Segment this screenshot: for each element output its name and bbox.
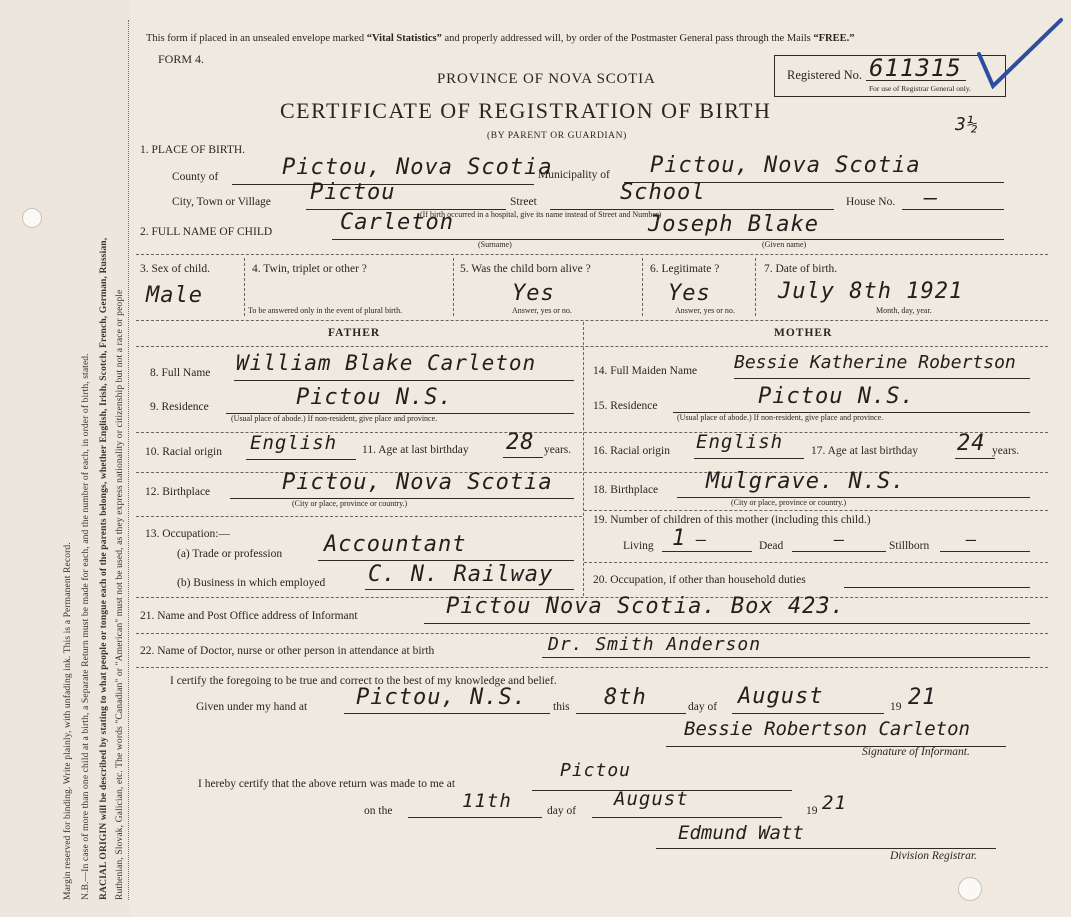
registrar-caption: Division Registrar.	[890, 850, 977, 862]
legitimate-value: Yes	[668, 281, 711, 306]
informant-value: Pictou Nova Scotia. Box 423.	[446, 594, 845, 619]
registered-label: Registered No.	[787, 68, 862, 82]
mother-birthplace-label: 18. Birthplace	[593, 484, 659, 496]
trade-line	[318, 560, 574, 561]
trade-value: Accountant	[324, 532, 467, 557]
corner-mark: 3½	[955, 114, 979, 135]
mother-age-label: 17. Age at last birthday	[811, 445, 918, 457]
registrar-signature-line	[656, 848, 996, 849]
father-age-line	[503, 457, 543, 458]
municipality-value: Pictou, Nova Scotia	[650, 153, 921, 178]
father-name: William Blake Carleton	[236, 351, 537, 375]
certify-day-of: day of	[688, 701, 718, 713]
mother-racial: English	[696, 431, 784, 453]
child-name-label: 2. FULL NAME OF CHILD	[140, 226, 273, 238]
registrar-signature: Edmund Watt	[678, 822, 804, 844]
registrar-year-prefix: 19	[806, 805, 818, 817]
sex-value: Male	[146, 283, 203, 308]
margin-note-1: Margin reserved for binding. Write plainly, with unfading ink. This is a Permanent Record.	[62, 542, 73, 900]
divider	[584, 510, 1048, 511]
given-place-line	[344, 713, 550, 714]
dob-note: Month, day, year.	[876, 306, 932, 315]
child-surname: Carleton	[340, 210, 454, 235]
document-title: CERTIFICATE OF REGISTRATION OF BIRTH	[280, 98, 772, 123]
mother-residence: Pictou N.S.	[758, 384, 915, 409]
alive-label: 5. Was the child born alive ?	[460, 263, 591, 275]
this-label: this	[553, 701, 570, 713]
mother-residence-label: 15. Residence	[593, 400, 658, 412]
signature-caption: Signature of Informant.	[862, 746, 970, 758]
place-of-birth-label: 1. PLACE OF BIRTH.	[140, 144, 246, 156]
registrar-month: August	[614, 788, 689, 810]
registered-number: 611315	[869, 54, 962, 82]
doctor-line	[542, 657, 1030, 658]
occupation-label: 13. Occupation:—	[145, 528, 230, 540]
dob-label: 7. Date of birth.	[764, 263, 838, 275]
city-value: Pictou	[310, 180, 396, 205]
twin-note: To be answered only in the event of plural birth.	[248, 306, 403, 315]
registrar-month-line	[592, 817, 782, 818]
divider	[136, 254, 1048, 255]
legitimate-label: 6. Legitimate ?	[650, 263, 720, 275]
legitimate-note: Answer, yes or no.	[675, 306, 735, 315]
divider	[755, 258, 756, 316]
father-age: 28	[506, 430, 535, 455]
certify-month-line	[732, 713, 884, 714]
mother-name-label: 14. Full Maiden Name	[593, 365, 698, 377]
divider	[642, 258, 643, 316]
check-mark-icon	[975, 14, 1065, 94]
business-value: C. N. Railway	[368, 562, 554, 587]
child-given-name: Joseph Blake	[648, 212, 819, 237]
divider	[136, 516, 582, 517]
doctor-value: Dr. Smith Anderson	[548, 634, 762, 655]
margin-note-4: Ruthenian, Slovak, Galician, etc. The words "Canadian" or "American" must not be used, as they express nationality or citizenship but not a race or people	[114, 289, 125, 900]
father-years: years.	[544, 444, 572, 456]
dead-label: Dead	[759, 540, 784, 552]
mother-residence-note: (Usual place of abode.) If non-resident, give place and province.	[677, 413, 884, 422]
house-label: House No.	[846, 196, 896, 208]
street-label: Street	[510, 196, 537, 208]
alive-note: Answer, yes or no.	[512, 306, 572, 315]
given-caption: (Given name)	[762, 240, 807, 249]
registrar-day-line	[408, 817, 542, 818]
mother-age: 24	[957, 431, 986, 456]
house-line	[902, 209, 1004, 210]
notice-text: This form if placed in an unsealed envelope marked	[146, 33, 365, 44]
parents-divider	[583, 322, 584, 596]
province-heading: PROVINCE OF NOVA SCOTIA	[437, 71, 656, 87]
living-label: Living	[623, 540, 654, 552]
mother-birthplace-note: (City or place, province or country.)	[731, 498, 847, 507]
living-line	[662, 551, 752, 552]
certify-day: 8th	[604, 685, 647, 710]
registrar-on-label: on the	[364, 805, 393, 817]
mother-racial-line	[694, 458, 804, 459]
registrar-day-of: day of	[547, 805, 577, 817]
mother-birthplace-line	[677, 497, 1030, 498]
mother-years: years.	[992, 445, 1020, 457]
dob-value: July 8th 1921	[778, 279, 964, 304]
registrar-text: I hereby certify that the above return was made to me at	[198, 778, 456, 790]
certify-month: August	[738, 684, 824, 709]
street-value: School	[620, 180, 706, 205]
divider	[244, 258, 245, 316]
notice-text-2: and properly addressed will, by order of the Postmaster General pass through the Mails	[444, 33, 811, 44]
child-name-line	[332, 239, 1004, 240]
children-label: 19. Number of children of this mother (including this child.)	[593, 514, 871, 526]
certify-day-line	[576, 713, 686, 714]
divider	[136, 346, 1048, 347]
mother-age-line	[955, 458, 995, 459]
father-age-label: 11. Age at last birthday	[362, 444, 469, 456]
living-value: 1	[672, 526, 687, 551]
sex-label: 3. Sex of child.	[140, 263, 210, 275]
divider	[453, 258, 454, 316]
registered-underline	[866, 80, 966, 81]
father-racial: English	[250, 432, 338, 454]
divider	[584, 562, 1048, 563]
mother-racial-label: 16. Racial origin	[593, 445, 670, 457]
father-racial-label: 10. Racial origin	[145, 446, 222, 458]
father-name-line	[234, 380, 574, 381]
form-number: FORM 4.	[158, 52, 205, 66]
divider	[136, 667, 1048, 668]
mother-name: Bessie Katherine Robertson	[734, 352, 1016, 373]
municipality-label: Municipality of	[538, 169, 610, 181]
certify-text: I certify the foregoing to be true and correct to the best of my knowledge and belief.	[170, 675, 557, 687]
father-name-label: 8. Full Name	[150, 367, 211, 379]
stillborn-line	[940, 551, 1030, 552]
father-residence: Pictou N.S.	[296, 385, 453, 410]
postal-notice	[146, 33, 855, 44]
informant-signature: Bessie Robertson Carleton	[684, 718, 970, 740]
certify-year-prefix: 19	[890, 701, 902, 713]
registration-box	[774, 55, 1006, 97]
father-racial-line	[246, 459, 356, 460]
margin-note-2: N.B.—In case of more than one child at a birth, a Separate Return must be made for each, and the number of each, in order of birth, stated.	[80, 353, 91, 900]
given-under-label: Given under my hand at	[196, 701, 308, 713]
given-place: Pictou, N.S.	[356, 685, 527, 710]
city-label: City, Town or Village	[172, 196, 271, 208]
informant-label: 21. Name and Post Office address of Informant	[140, 610, 358, 622]
business-label: (b) Business in which employed	[177, 577, 326, 589]
county-label: County of	[172, 171, 219, 183]
notice-free: “FREE.”	[813, 33, 855, 44]
mother-heading: MOTHER	[774, 327, 833, 339]
father-birthplace: Pictou, Nova Scotia	[282, 470, 553, 495]
dead-dash: —	[834, 530, 846, 550]
punch-hole	[22, 208, 42, 228]
mother-name-line	[734, 378, 1030, 379]
father-birthplace-note: (City or place, province or country.)	[292, 499, 408, 508]
document-subtitle: (BY PARENT OR GUARDIAN)	[487, 131, 627, 141]
mother-occupation-label: 20. Occupation, if other than household duties	[593, 574, 806, 586]
house-value: —	[924, 186, 939, 211]
certify-year: 21	[908, 685, 937, 710]
mother-birthplace: Mulgrave. N.S.	[706, 469, 906, 494]
trade-label: (a) Trade or profession	[177, 548, 283, 560]
mother-occupation-line	[844, 587, 1030, 588]
registrar-note: For use of Registrar General only.	[869, 84, 971, 93]
registrar-place: Pictou	[560, 760, 632, 781]
registrar-day: 11th	[462, 790, 512, 812]
informant-line	[424, 623, 1030, 624]
doctor-label: 22. Name of Doctor, nurse or other person in attendance at birth	[140, 645, 435, 657]
father-residence-label: 9. Residence	[150, 401, 209, 413]
dead-line	[792, 551, 886, 552]
father-birthplace-label: 12. Birthplace	[145, 486, 211, 498]
divider	[136, 320, 1048, 321]
margin-note-3: RACIAL ORIGIN will be described by stating to what people or tongue each of the parents belongs, whether English, Irish, Scotch, French, German, Russian,	[98, 237, 109, 900]
business-line	[365, 589, 574, 590]
binding-line	[128, 20, 130, 900]
twin-label: 4. Twin, triplet or other ?	[252, 263, 367, 275]
living-dash: —	[696, 530, 708, 550]
alive-value: Yes	[512, 281, 555, 306]
surname-caption: (Surname)	[478, 240, 512, 249]
stillborn-dash: —	[966, 530, 978, 550]
father-heading: FATHER	[328, 327, 381, 339]
county-value: Pictou, Nova Scotia	[282, 155, 553, 180]
registrar-year: 21	[822, 792, 847, 814]
hospital-note: (If birth occurred in a hospital, give its name instead of Street and Number)	[420, 210, 662, 219]
notice-vital: “Vital Statistics”	[366, 33, 442, 44]
father-residence-note: (Usual place of abode.) If non-resident, give place and province.	[231, 414, 438, 423]
punch-hole	[958, 877, 982, 901]
stillborn-label: Stillborn	[889, 540, 930, 552]
